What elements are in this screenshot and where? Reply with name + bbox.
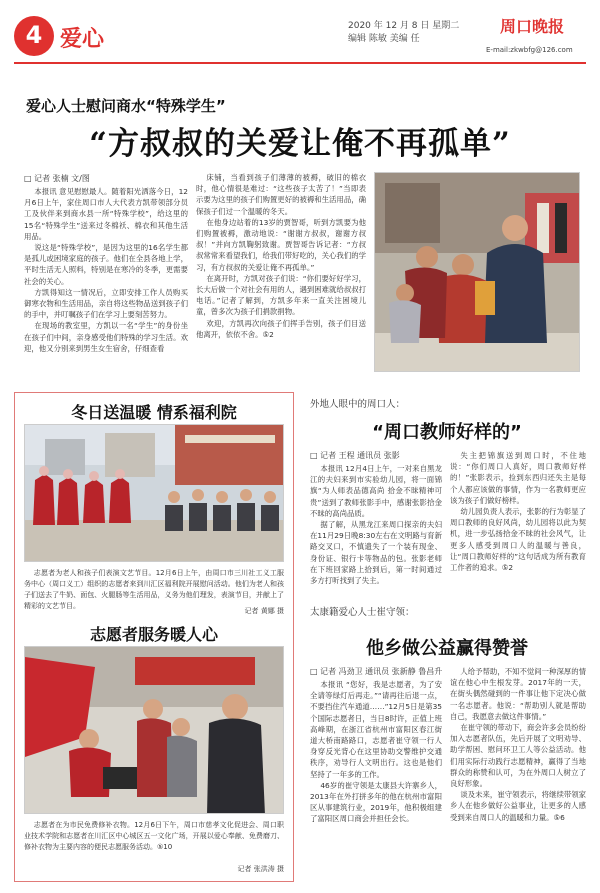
charity-column-1 <box>310 679 442 879</box>
lead-column-2 <box>196 172 366 378</box>
charity-title: 他乡做公益赢得赞誉 <box>366 638 528 659</box>
header-rule <box>14 62 586 64</box>
charity-byline: □ 记者 冯劲卫 通讯员 张新静 鲁昌升 <box>310 667 443 676</box>
paragraph: 说这是“特殊学校”，是因为这里的16名学生都是孤儿或困境家庭的孩子。他们在全县各地上学，平时生活无人照料，特别是在寒冷的冬季，更需要社会的关心。 <box>24 243 188 286</box>
winter-title: 冬日送温暖 情系福利院 <box>71 403 237 422</box>
photo-illustration <box>25 425 284 562</box>
lead-column-1 <box>24 186 188 378</box>
charity-column-2 <box>450 666 586 879</box>
page-number-badge: 4 <box>14 16 54 56</box>
paragraph: 在崔守领的带动下，商会许多会员纷纷加入志愿者队伍，先后开展了文明劝导、助学帮困、慰问环卫工人等公益活动。他们用实际行动践行志愿精神，赢得了当地群众的称赞和认可，为在外周口人树立了良好形象。 <box>450 723 586 789</box>
editor-credit: 编辑 陈敏 美编 任 <box>348 34 420 44</box>
newspaper-email[interactable]: E-mail:zkwbfg@126.com <box>486 46 573 54</box>
issue-date: 2020 年 12 月 8 日 星期二 <box>348 21 460 31</box>
paragraph: 失主把锦旗送到周口时，不住地说：“你们周口人真好，周口教师好样的！”张影表示，捡到东西归还失主是每个人都应该做的事情，作为一名教师更应该为孩子们做好榜样。 <box>450 451 586 505</box>
paragraph: 本报讯 意见慰慰最人。随着阳光洒落今日，12月6日上午，家住周口市人大代表方凯带领部分员工及伙伴来到商水县一所“特殊学校”，给这里的15名“特殊学生”送来过冬棉袄、棉衣和其他生活用品。 <box>24 187 188 241</box>
paragraph: 床铺，当看到孩子们薄薄的被褥，破旧的棉衣时，他心情很是难过：“这些孩子太苦了！”当即表示要为这里的孩子们购置更好的被褥和生活用品，确保孩子们过一个温暖的冬天。 <box>196 173 366 216</box>
volunteer-credit: 记者 张洪涛 摄 <box>237 865 284 873</box>
teacher-kicker: 外地人眼中的周口人： <box>310 399 406 410</box>
page-header <box>0 0 600 64</box>
paragraph: 方凯得知这一情况后，立即安排工作人员购买御寒衣物和生活用品，亲自将这些物品送到孩子们的手中，并叮嘱孩子们在学习上要刻苦努力。 <box>24 287 188 320</box>
teacher-byline: □ 记者 王程 通讯员 张影 <box>310 451 400 460</box>
photo-illustration <box>375 173 580 372</box>
charity-kicker: 太康籍爱心人士崔守领： <box>310 607 415 618</box>
paragraph: 本报讯 12月4日上午，一对来自黑龙江的夫妇来到市实验幼儿园，将一面锦旗“为人师表品德高尚 拾金不昧精神可贵”送到了教师张影手中，感谢张影拾金不昧的高尚品质。 <box>310 464 442 518</box>
volunteer-title: 志愿者服务暖人心 <box>89 625 218 644</box>
winter-photo <box>24 424 284 562</box>
paragraph: 人给予帮助，不知不觉间一种深厚的情谊在他心中生根发芽。2017年的一天，在街头偶然碰到的一件事让他下定决心做一名志愿者。他说：“帮助别人就是帮助自己，我愿意去做这件事情。” <box>450 667 586 721</box>
photo-illustration <box>25 647 284 814</box>
teacher-column-2 <box>450 450 586 593</box>
paragraph: 据了解，从黑龙江来周口探亲的夫妇在11月29日晚8:30左右在文明路与育新路交叉口，不慎遗失了一个装有现金、身份证、银行卡等物品的包。张影老师在下班回家路上拾到后，第一时间通过多方打听找到了失主。 <box>310 520 442 586</box>
paragraph: 欢迎，方凯再次向孩子们挥手告别，孩子们目送他离开，依依不舍。⑤2 <box>196 318 366 339</box>
paragraph: 在离开时，方凯对孩子们说：“你们要好好学习，长大后做一个对社会有用的人，遇到困难就给叔叔打电话。”记者了解到，方凯多年来一直关注困境儿童，曾多次为孩子们捐款捐物。 <box>196 273 366 317</box>
lead-byline: □ 记者 张楠 文/图 <box>24 174 90 183</box>
paragraph: 在他身边站着的13岁的贾智哥，听到方凯要为他们购置被褥，激动地说：“谢谢方叔叔，谢谢方叔叔！”并向方凯鞠躬致谢。贾智哥告诉记者：“方叔叔常常来看望我们，给我们带好吃的，关心我们的学习，有方叔叔的关爱让俺不再孤单。” <box>196 217 366 272</box>
paragraph: 本报讯 “您好，我是志愿者，为了安全请等绿灯后再走。”“请再往后退一点，不要挡住汽车通道……”12月5日是第35个国际志愿者日，当日8时许，正值上班高峰期，在浙江省杭州市富阳区春江街道大桥南路路口，志愿者崔守领一行人身穿反光背心在这里协助交警维护交通秩序，劝导行人文明出行。这也是他们坚持了一年多的工作。 <box>310 680 442 779</box>
teacher-title: “周口教师好样的” <box>372 422 522 443</box>
issue-meta <box>348 20 459 46</box>
volunteer-photo <box>24 646 284 814</box>
lead-photo <box>374 172 580 372</box>
paragraph: 幼儿园负责人表示，张影的行为彰显了周口教师的良好风尚，幼儿园将以此为契机，进一步弘扬拾金不昧的社会风气，让更多人感受到周口人的温暖与善良，让“周口教师好样的”这句话成为所有教育工作者的追求。⑤2 <box>450 507 586 573</box>
lead-kicker: 爱心人士慰问商水“特殊学生” <box>26 97 226 115</box>
teacher-column-1 <box>310 463 442 593</box>
winter-credit: 记者 黄娜 摄 <box>244 607 284 615</box>
lead-headline: “方叔叔的关爱让俺不再孤单” <box>89 126 511 162</box>
volunteer-caption: 志愿者在为市民免费修补衣物。12月6日下午，周口市慈孝文化促进会、周口职业技术学院和志愿者在川汇区中心城区五一文化广场，开展以爱心奉献、免费磨刀、修补衣物为主要内容的便民志愿服务活动。⑤10 <box>24 821 284 851</box>
section-title: 爱心 <box>60 26 105 52</box>
paragraph: 谈及未来，崔守领表示，将继续带领家乡人在他乡做好公益事业，让更多的人感受到来自周口人的温暖和力量。⑤6 <box>450 790 586 822</box>
paragraph: 在现场的教室里，方凯以一名“学生”的身份坐在孩子们中间，亲身感受他们特殊的学习生活。欢迎，他又分别来到男生女生宿舍，仔细查看 <box>24 321 188 353</box>
winter-caption: 志愿者为老人和孩子们表演文艺节目。12月6日上午，由周口市三川社工义工服务中心（周口义工）组织的志愿者来到川汇区福利院开展慰问活动。他们为老人和孩子们送去了牛奶、面包、火腿肠等生活用品，义务为他们理发，表演节目，并献上了精彩的文艺节目。 <box>24 569 284 610</box>
paragraph: 46岁的崔守领是太康县大许寨乡人，2013年在外打拼多年的他在杭州市富阳区从事建筑行业，2019年，他积极组建了富阳区周口商会并担任会长。 <box>310 780 442 824</box>
newspaper-logo: 周口晚报 <box>500 17 565 36</box>
